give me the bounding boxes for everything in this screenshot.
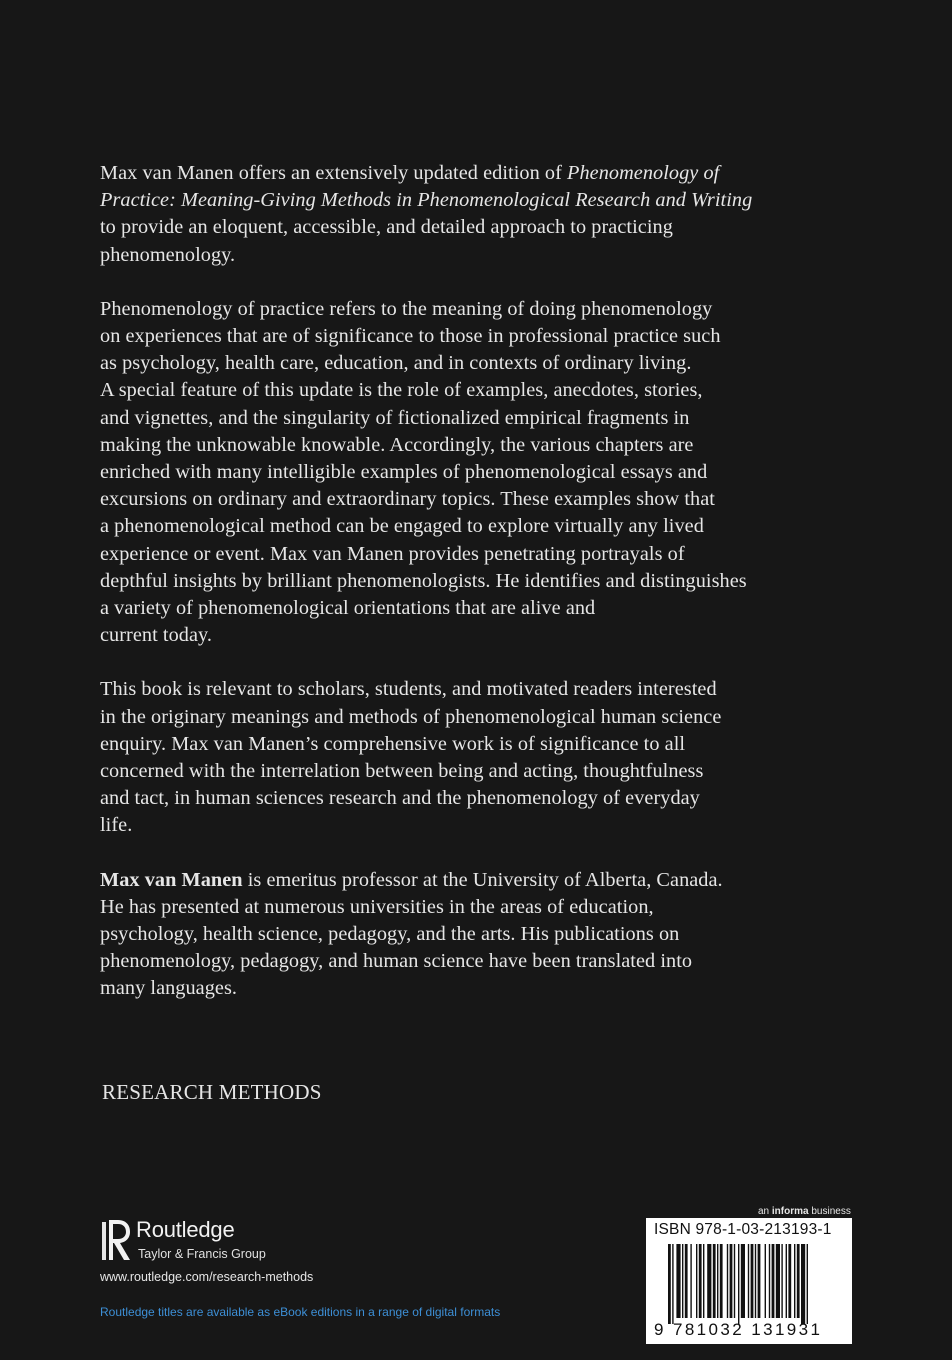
barcode-bar [801, 1244, 805, 1324]
barcode-bar [734, 1244, 735, 1318]
barcode-bar [668, 1244, 671, 1324]
blurb-paragraph-2 [100, 296, 860, 650]
barcode-bar [781, 1244, 782, 1318]
barcode-bar [807, 1244, 808, 1324]
blurb-line: life. [100, 814, 133, 837]
blurb-line: enquiry. Max van Manen’s comprehensive work is of significance to all [100, 732, 686, 755]
barcode-bar [720, 1244, 723, 1318]
barcode-bar [765, 1244, 766, 1318]
ebook-note: Routledge titles are available as eBook editions in a range of digital formats [100, 1305, 501, 1319]
blurb-line: current today. [100, 624, 213, 647]
barcode-bar [672, 1244, 673, 1324]
blurb-line: on experiences that are of significance to those in professional practice such [100, 325, 721, 348]
blurb-line: concerned with the interrelation between being and acting, thoughtfulness [100, 760, 704, 783]
blurb-line: depthful insights by brilliant phenomenologists. He identifies and distinguishes [100, 569, 747, 592]
blurb-line: a variety of phenomenological orientations that are alive and [100, 597, 596, 620]
blurb-line: experience or event. Max van Manen provides penetrating portrayals of [100, 542, 685, 565]
barcode-bar [794, 1244, 795, 1318]
blurb-line: enriched with many intelligible examples of phenomenological essays and [100, 461, 708, 484]
barcode-bar [776, 1244, 780, 1318]
book-title-italic: Practice: Meaning-Giving Methods in Phenomenological Research and Writing [100, 189, 753, 212]
blurb-line: making the unknowable knowable. Accordingly, the various chapters are [100, 433, 694, 456]
blurb-line: to provide an eloquent, accessible, and detailed approach to practicing [100, 216, 673, 239]
blurb-line: This book is relevant to scholars, students, and motivated readers interested [100, 678, 717, 701]
barcode-bar [730, 1244, 733, 1318]
blurb-line: as psychology, health care, education, and in contexts of ordinary living. [100, 352, 692, 375]
blurb-line: Max van Manen is emeritus professor at the University of Alberta, Canada. [100, 868, 723, 891]
barcode-bar [717, 1244, 718, 1318]
barcode-bar [713, 1244, 716, 1318]
barcode-bar [755, 1244, 756, 1318]
subject-category: RESEARCH METHODS [102, 1080, 322, 1104]
blurb-paragraph-1 [100, 160, 860, 269]
barcode-bar [699, 1244, 702, 1318]
isbn-number: ISBN 978-1-03-213193-1 [654, 1221, 832, 1238]
blurb-line: phenomenology. [100, 243, 236, 266]
barcode-bar [797, 1244, 800, 1318]
publisher-name: Routledge [136, 1217, 235, 1242]
publisher-url[interactable]: www.routledge.com/research-methods [100, 1270, 314, 1284]
blurb-line: a phenomenological method can be engaged to explore virtually any lived [100, 515, 704, 538]
publisher-group: Taylor & Francis Group [138, 1247, 266, 1261]
blurb-line: and tact, in human sciences research and the phenomenology of everyday [100, 787, 700, 810]
barcode-bar [696, 1244, 697, 1318]
blurb-line: excursions on ordinary and extraordinary topics. These examples show that [100, 488, 715, 511]
barcode-digits: 9 781032 131931 [654, 1320, 823, 1339]
blurb-line: many languages. [100, 977, 238, 1000]
blurb-line: and vignettes, and the singularity of fictionalized empirical fragments in [100, 406, 690, 429]
blurb-line: in the originary meanings and methods of phenomenological human science [100, 705, 722, 728]
barcode-bar [707, 1244, 711, 1318]
author-bio [100, 867, 860, 1003]
back-cover-blurb [100, 160, 860, 1003]
barcode-bar [758, 1244, 761, 1318]
blurb-paragraph-3 [100, 676, 860, 839]
blurb-line: phenomenology, pedagogy, and human science have been translated into [100, 950, 693, 973]
barcode-bar [769, 1244, 770, 1318]
isbn-barcode [646, 1218, 852, 1344]
barcode-bar [772, 1244, 775, 1318]
blurb-line: Max van Manen offers an extensively updated edition of Phenomenology of [100, 162, 720, 184]
author-name: Max van Manen [100, 868, 243, 891]
book-title-italic: Phenomenology of [567, 162, 720, 184]
barcode-bar [786, 1244, 787, 1318]
barcode-bar [738, 1244, 739, 1324]
blurb-line: He has presented at numerous universities in the areas of education, [100, 895, 654, 918]
barcode-bar [748, 1244, 749, 1318]
barcode-bar [751, 1244, 754, 1318]
barcode-bar [703, 1244, 704, 1318]
barcode-bar [727, 1244, 728, 1318]
informa-tagline: an informa business [758, 1206, 851, 1217]
blurb-line: psychology, health science, pedagogy, and the arts. His publications on [100, 923, 680, 946]
barcode-bar [690, 1244, 691, 1318]
barcode-bar [676, 1244, 680, 1318]
barcode-bar [682, 1244, 683, 1318]
barcode-bar [685, 1244, 688, 1318]
blurb-line: Phenomenology of practice refers to the meaning of doing phenomenology [100, 297, 713, 320]
blurb-line: A special feature of this update is the role of examples, anecdotes, stories, [100, 379, 703, 402]
barcode-bar [788, 1244, 791, 1318]
routledge-logo-icon [100, 1216, 136, 1266]
barcode-bar [741, 1244, 745, 1318]
